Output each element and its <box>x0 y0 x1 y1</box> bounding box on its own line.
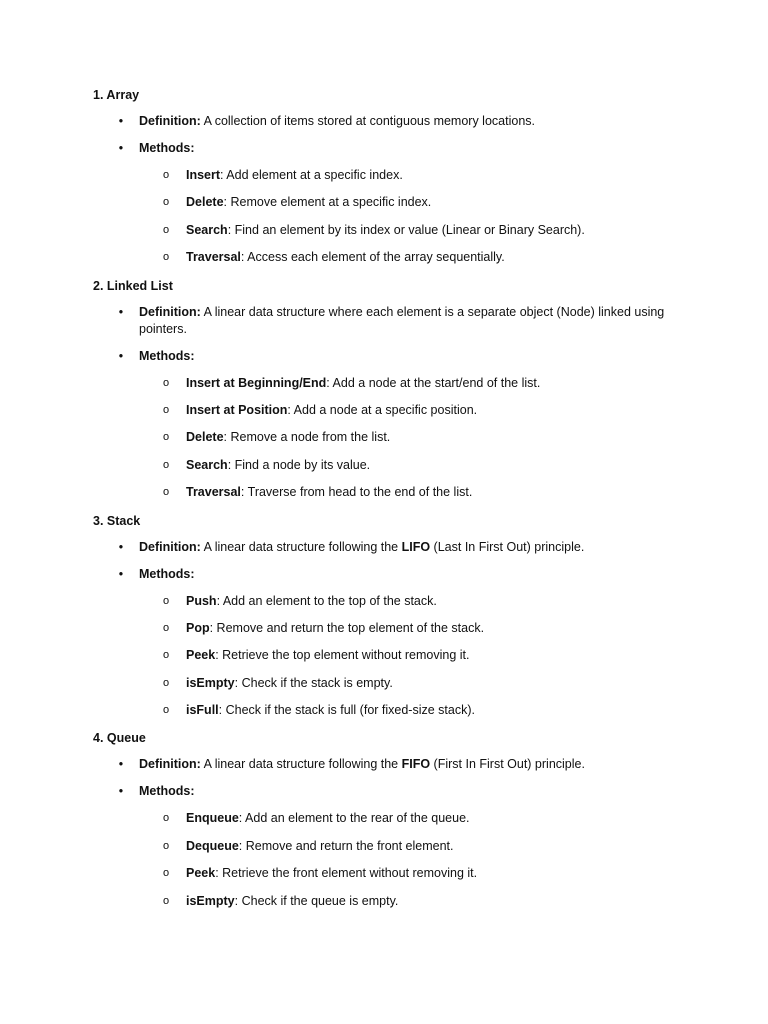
sub-bullet-glyph: o <box>162 403 170 416</box>
method-name: Search <box>186 457 228 472</box>
method-desc: : Access each element of the array sequentially. <box>240 250 505 265</box>
method-desc: : Check if the stack is full (for fixed-size stack). <box>218 703 475 718</box>
method-item-isfull <box>93 702 673 719</box>
definition-item <box>93 113 673 130</box>
method-name: Delete <box>186 430 224 445</box>
bullet-glyph: • <box>118 784 124 799</box>
method-desc: : Remove and return the front element. <box>238 838 454 853</box>
method-desc: : Retrieve the front element without removing it. <box>215 866 478 881</box>
method-name: isEmpty <box>186 675 235 690</box>
section-heading: 4. Queue <box>93 731 146 746</box>
method-name: Insert <box>186 168 221 182</box>
methods-item <box>93 783 673 800</box>
method-name: isEmpty <box>186 893 235 908</box>
method-name: Traversal <box>186 485 241 500</box>
sub-bullet-glyph: o <box>162 169 170 181</box>
method-item-peek <box>93 865 673 882</box>
method-name: Dequeue <box>186 838 239 853</box>
method-desc: : Retrieve the top element without removing it. <box>215 648 470 663</box>
sub-bullet-glyph: o <box>162 486 170 499</box>
method-item-isempty <box>93 675 673 692</box>
document-body <box>93 86 673 920</box>
method-name: Enqueue <box>186 811 239 826</box>
sub-bullet-glyph: o <box>162 894 170 907</box>
method-name: Pop <box>186 620 210 635</box>
method-desc: : Remove a node from the list. <box>223 430 391 445</box>
definition-item <box>93 539 673 556</box>
section-stack <box>93 512 673 720</box>
sub-bullet-glyph: o <box>162 431 170 444</box>
method-desc: : Find a node by its value. <box>227 457 371 472</box>
methods-label: Methods: <box>139 566 195 581</box>
definition-keyword: FIFO <box>401 757 431 772</box>
method-desc: : Add an element to the rear of the queue. <box>238 811 470 826</box>
sub-bullet-glyph: o <box>162 458 170 471</box>
definition-keyword: LIFO <box>401 539 431 554</box>
sub-bullet-glyph: o <box>162 376 170 389</box>
sub-bullet-glyph: o <box>162 251 170 264</box>
methods-label: Methods: <box>139 348 195 363</box>
method-name: Insert at Beginning/End <box>186 375 327 390</box>
definition-text: A linear data structure where each element is a separate object (Node) linked using pointers. <box>139 304 665 336</box>
definition-text-post: (First In First Out) principle. <box>430 757 585 772</box>
methods-item <box>93 566 673 583</box>
method-name: Peek <box>186 866 216 881</box>
sub-bullet-glyph: o <box>162 594 170 607</box>
definition-text: A collection of items stored at contiguous memory locations. <box>200 114 535 128</box>
methods-label: Methods: <box>139 784 195 799</box>
bullet-glyph: • <box>118 141 124 155</box>
sub-bullet-glyph: o <box>162 867 170 880</box>
methods-item <box>93 140 673 157</box>
method-item-isempty <box>93 893 673 910</box>
sub-bullet-glyph: o <box>162 196 170 209</box>
sub-bullet-glyph: o <box>162 649 170 662</box>
method-item-traversal <box>93 484 673 501</box>
sub-bullet-glyph: o <box>162 839 170 852</box>
method-name: isFull <box>186 703 219 718</box>
method-item-push <box>93 593 673 610</box>
method-item-insert-begin-end <box>93 375 673 392</box>
method-desc: : Add a node at the start/end of the list. <box>326 375 541 390</box>
method-name: Delete <box>186 195 224 210</box>
section-heading: 2. Linked List <box>93 278 173 293</box>
method-desc: : Traverse from head to the end of the list. <box>240 485 473 500</box>
definition-text-pre: A linear data structure following the <box>200 757 402 772</box>
section-heading: 3. Stack <box>93 513 141 528</box>
method-desc: : Check if the stack is empty. <box>234 675 393 690</box>
definition-text-post: (Last In First Out) principle. <box>430 539 585 554</box>
method-item-delete <box>93 194 673 211</box>
methods-item <box>93 348 673 365</box>
definition-label: Definition: <box>139 539 201 554</box>
definition-text-pre: A linear data structure following the <box>200 539 402 554</box>
method-desc: : Add a node at a specific position. <box>287 402 478 417</box>
method-item-pop <box>93 620 673 637</box>
bullet-glyph: • <box>118 757 124 772</box>
section-heading: 1. Array <box>93 88 140 102</box>
method-item-traversal <box>93 249 673 266</box>
sub-bullet-glyph: o <box>162 812 170 825</box>
definition-label: Definition: <box>139 757 201 772</box>
methods-label: Methods: <box>139 141 195 155</box>
method-desc: : Find an element by its index or value (Linear or Binary Search). <box>227 222 585 237</box>
method-name: Peek <box>186 648 216 663</box>
method-item-enqueue <box>93 810 673 827</box>
bullet-glyph: • <box>118 114 124 128</box>
method-name: Traversal <box>186 250 241 265</box>
sub-bullet-glyph: o <box>162 223 170 236</box>
method-item-delete <box>93 429 673 446</box>
method-name: Insert at Position <box>186 402 288 417</box>
bullet-glyph: • <box>118 348 124 363</box>
method-item-search <box>93 457 673 474</box>
method-name: Search <box>186 222 228 237</box>
section-array <box>93 86 673 266</box>
method-desc: : Remove and return the top element of the stack. <box>209 620 485 635</box>
sub-bullet-glyph: o <box>162 704 170 717</box>
section-queue <box>93 729 673 909</box>
method-desc: : Check if the queue is empty. <box>234 893 399 908</box>
bullet-glyph: • <box>118 304 124 319</box>
method-item-peek <box>93 647 673 664</box>
sub-bullet-glyph: o <box>162 621 170 634</box>
method-desc: : Add an element to the top of the stack. <box>216 593 437 608</box>
method-desc: : Remove element at a specific index. <box>223 195 432 210</box>
method-name: Push <box>186 593 217 608</box>
method-item-dequeue <box>93 838 673 855</box>
definition-label: Definition: <box>139 304 201 319</box>
section-linked-list <box>93 277 673 502</box>
method-item-insert-position <box>93 402 673 419</box>
method-item-insert <box>93 167 673 184</box>
definition-item <box>93 304 673 338</box>
bullet-glyph: • <box>118 539 124 554</box>
method-desc: : Add element at a specific index. <box>220 168 403 182</box>
sub-bullet-glyph: o <box>162 676 170 689</box>
bullet-glyph: • <box>118 566 124 581</box>
definition-label: Definition: <box>139 114 201 128</box>
definition-item <box>93 756 673 773</box>
method-item-search <box>93 222 673 239</box>
